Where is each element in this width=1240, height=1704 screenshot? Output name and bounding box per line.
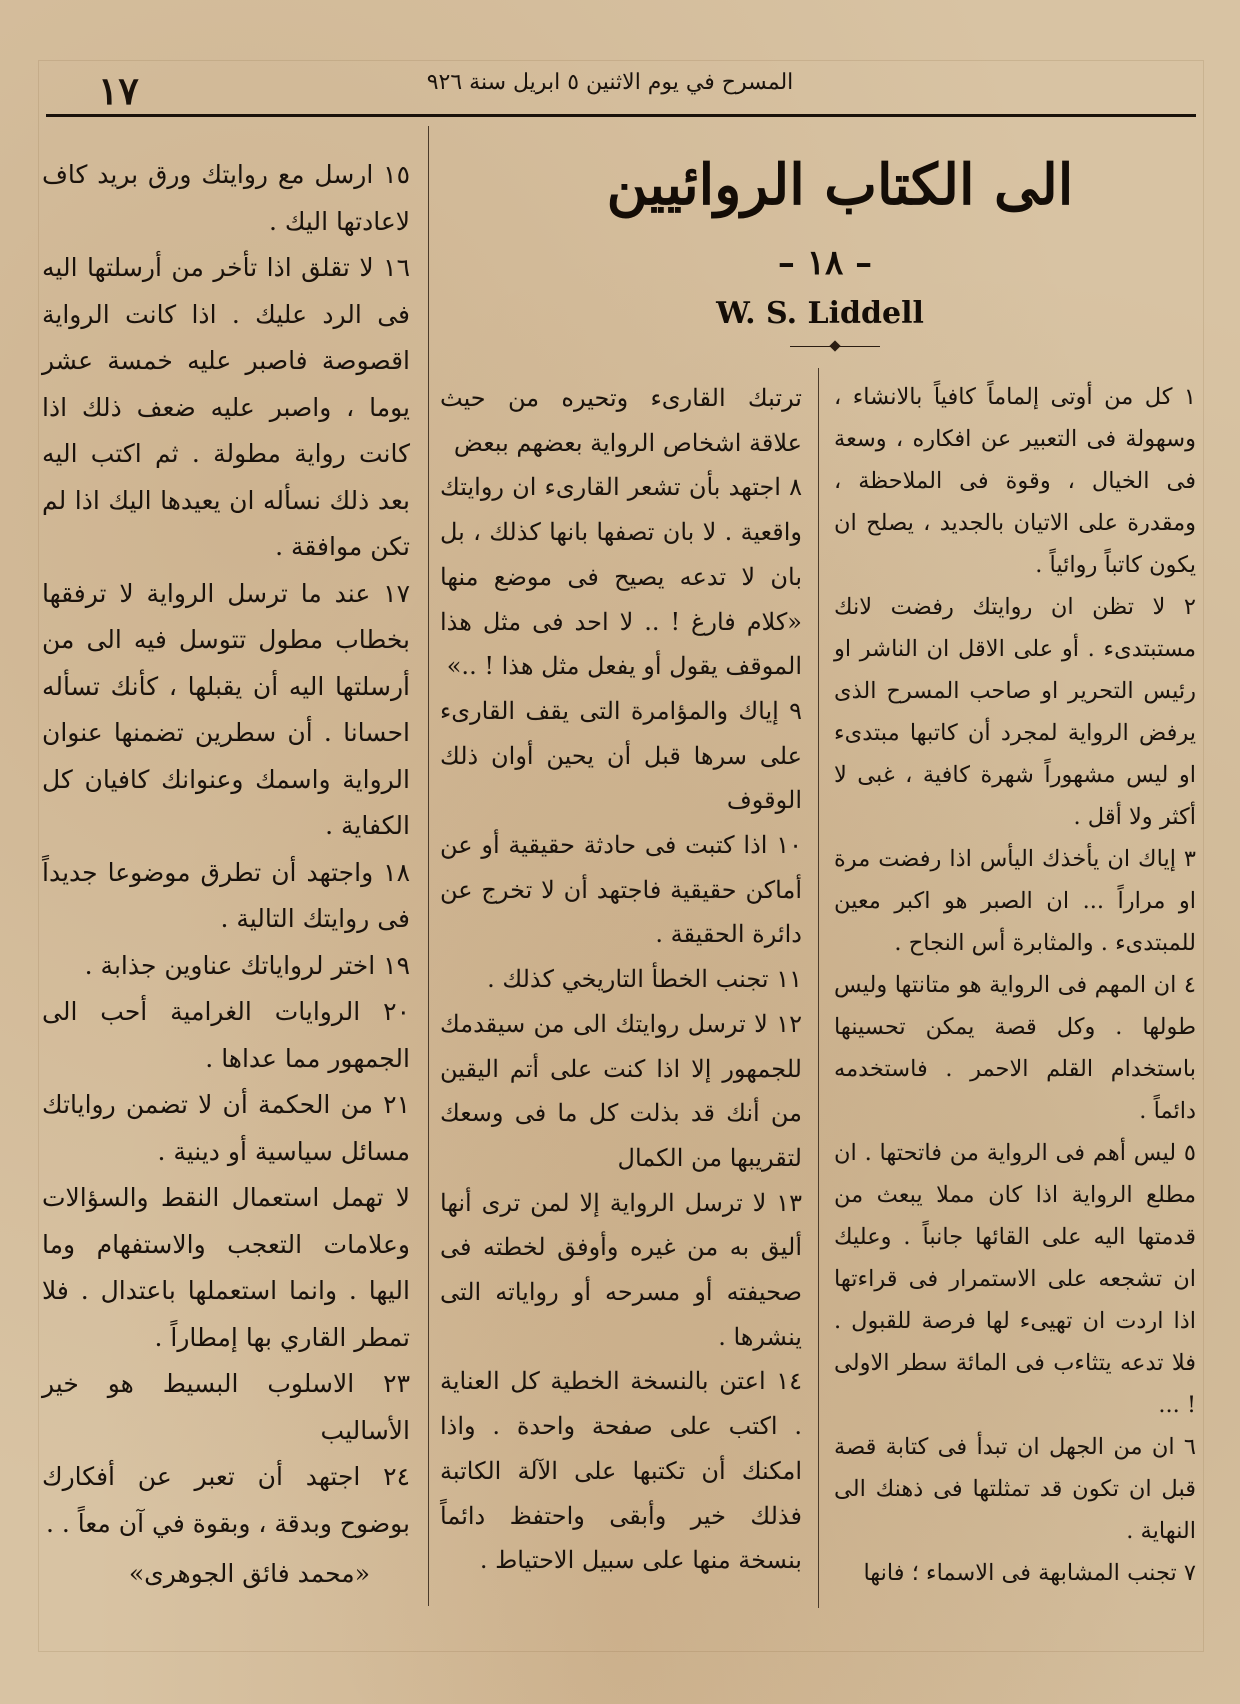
rule-paragraph: ترتبك القارىء وتحيره من حيث علاقة اشخاص الرواية بعضهم ببعض xyxy=(440,384,802,457)
rule-paragraph: ٢٣ الاسلوب البسيط هو خير الأساليب xyxy=(42,1369,410,1445)
rule-paragraph: ٧ تجنب المشابهة فى الاسماء ؛ فانها xyxy=(863,1560,1196,1586)
header-date-line: المسرح في يوم الاثنين ٥ ابريل سنة ٩٢٦ xyxy=(426,70,794,95)
rule-paragraph: لا تهمل استعمال النقط والسؤالات وعلامات التعجب والاستفهام وما اليها . وانما استعملها باعتدال . فلا تمطر القاري بها إمطاراً . xyxy=(42,1183,410,1352)
column-right xyxy=(834,376,1196,1594)
column-middle xyxy=(440,376,802,1583)
column-left xyxy=(42,152,410,1598)
rule-paragraph: ٥ ليس أهم فى الرواية من فاتحتها . ان مطلع الرواية اذا كان مملا يبعث من قدمتها اليه على القائها جانباً . وعليك ان تشجعه على الاستمرار فى قراءتها اذا اردت ان تهيىء لها فرصة للقبول . فلا تدعه يتثاءب فى المائة سطر الاولى ! ... xyxy=(834,1140,1196,1418)
rule-paragraph: ٢٤ اجتهد أن تعبر عن أفكارك بوضوح وبدقة ، وبقوة في آن معاً . . xyxy=(42,1462,410,1538)
signature: «محمد فائق الجوهرى» xyxy=(128,1559,370,1588)
rule-paragraph: ٣ إياك ان يأخذك اليأس اذا رفضت مرة او مراراً ... ان الصبر هو اكبر معين للمبتدىء . والمثابرة أس النجاح . xyxy=(834,846,1196,956)
rule-paragraph: ١٢ لا ترسل روايتك الى من سيقدمك للجمهور إلا اذا كنت على أتم اليقين من أنك قد بذلت كل ما فى وسعك لتقريبها من الكمال xyxy=(440,1009,802,1172)
rule-paragraph: ٤ ان المهم فى الرواية هو متانتها وليس طولها . وكل قصة يمكن تحسينها باستخدام القلم الاحمر . فاستخدمه دائماً . xyxy=(834,972,1196,1124)
rule-paragraph: ١٠ اذا كتبت فى حادثة حقيقية أو عن أماكن حقيقية فاجتهد أن لا تخرج عن دائرة الحقيقة . xyxy=(440,831,802,949)
column-divider-right xyxy=(818,368,819,1608)
column-divider-left xyxy=(428,126,429,1606)
rule-paragraph: ١٩ اختر لرواياتك عناوين جذابة . xyxy=(84,950,410,980)
series-number: – ١٨ – xyxy=(777,243,873,283)
rule-paragraph: ١ كل من أوتى إلماماً كافياً بالانشاء ، وسهولة فى التعبير عن افكاره ، وسعة فى الخيال ، وقوة فى الملاحظة ، ومقدرة على الاتيان بالجديد ، يصلح ان يكون كاتباً روائياً . xyxy=(834,384,1196,578)
rule-paragraph: ١٥ ارسل مع روايتك ورق بريد كاف لاعادتها اليك . xyxy=(42,160,410,236)
rule-paragraph: ١٣ لا ترسل الرواية إلا لمن ترى أنها أليق به من غيره وأوفق لخطته فى صحيفته أو مسرحه أو رواياته التى ينشرها . xyxy=(440,1188,802,1351)
rule-paragraph: ٢٠ الروايات الغرامية أحب الى الجمهور مما عداها . xyxy=(42,997,410,1073)
rule-paragraph: ٨ اجتهد بأن تشعر القارىء ان روايتك واقعية . لا بان تصفها بانها كذلك ، بل بان لا تدعه يصيح فى موضع منها «كلام فارغ ! .. لا احد فى مثل هذا الموقف يقول أو يفعل مثل هذا ! ..» xyxy=(440,473,802,681)
rule-paragraph: ١٨ واجتهد أن تطرق موضوعا جديداً فى روايتك التالية . xyxy=(42,857,410,933)
article-title: الى الكتاب الروائيين xyxy=(606,152,1074,218)
rule-paragraph: ٩ إياك والمؤامرة التى يقف القارىء على سرها قبل أن يحين أوان ذلك الوقوف xyxy=(440,696,802,815)
rule-paragraph: ١٦ لا تقلق اذا تأخر من أرسلتها اليه فى الرد عليك . اذا كانت الرواية اقصوصة فاصبر عليه خمسة عشر يوما ، واصبر عليه ضعف ذلك اذا كانت رواية مطولة . ثم اكتب اليه بعد ذلك نسأله ان يعيدها اليك اذا لم تكن موافقة . xyxy=(42,253,410,561)
rule-paragraph: ٢ لا تظن ان روايتك رفضت لانك مستبتدىء . أو على الاقل ان الناشر او رئيس التحرير او صاحب المسرح الذى يرفض الرواية لمجرد أن كاتبها مبتدىء او ليس مشهوراً شهرة كافية ، غبى لا أكثر ولا أقل . xyxy=(834,594,1196,830)
page-number: ١٧ xyxy=(98,68,139,113)
rule-paragraph: ١٤ اعتن بالنسخة الخطية كل العناية . اكتب على صفحة واحدة . واذا امكنك أن تكتبها على الآلة الكاتبة فذلك خير وأبقى واحتفظ دائماً بنسخة منها على سبيل الاحتياط . xyxy=(440,1367,802,1575)
header-rule xyxy=(46,114,1196,117)
author-name: W. S. Liddell xyxy=(716,296,924,331)
rule-paragraph: ١٧ عند ما ترسل الرواية لا ترفقها بخطاب مطول تتوسل فيه الى من أرسلتها اليه أن يقبلها ، كأنك تسأله احسانا . أن سطرين تضمنها عنوان الرواية واسمك وعنوانك كافيان كل الكفاية . xyxy=(42,578,410,840)
rule-paragraph: ٦ ان من الجهل ان تبدأ فى كتابة قصة قبل ان تكون قد تمثلتها فى ذهنك الى النهاية . xyxy=(834,1434,1196,1544)
rule-paragraph: ٢١ من الحكمة أن لا تضمن رواياتك مسائل سياسية أو دينية . xyxy=(42,1090,410,1166)
rule-paragraph: ١١ تجنب الخطأ التاريخي كذلك . xyxy=(487,965,802,994)
